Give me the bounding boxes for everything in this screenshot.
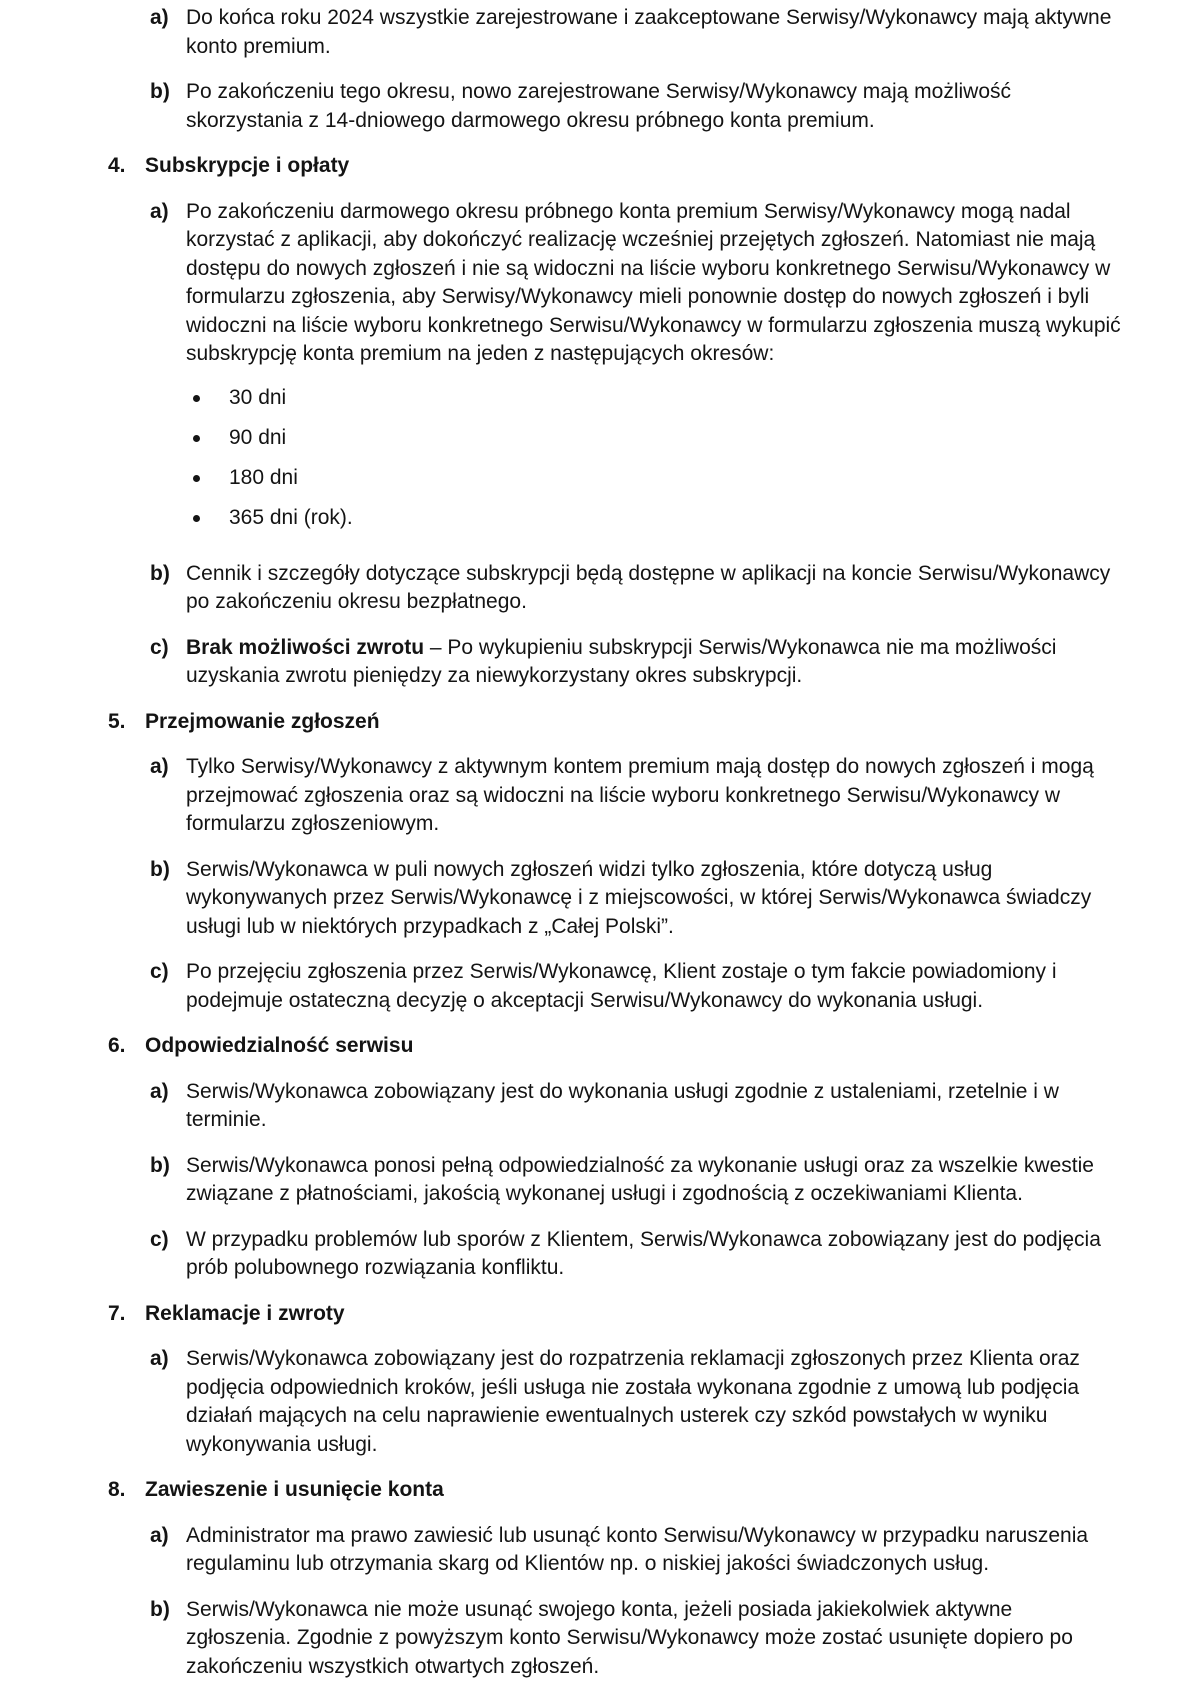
bullet-item (0, 384, 1191, 412)
section-number: 4. (108, 154, 126, 177)
item-text: Po przejęciu zgłoszenia przez Serwis/Wykonawcę, Klient zostaje o tym fakcie powiadomiony i podejmuje ostateczną decyzję o akceptacji Serwisu/Wykonawcy do wykonania usługi. (186, 960, 1057, 1012)
bullet-dot-icon (193, 475, 200, 482)
list-item-disputes (0, 1226, 1191, 1283)
list-item-full-liability (0, 1152, 1191, 1209)
list-item-account-deletion (0, 1596, 1191, 1682)
item-letter: c) (150, 960, 169, 983)
item-letter: c) (150, 1227, 169, 1251)
item-letter: a) (150, 1079, 169, 1103)
item-letter: c) (150, 635, 169, 659)
item-text: Serwis/Wykonawca nie może usunąć swojego konta, jeżeli posiada jakiekolwiek aktywne zgłoszenia. Zgodnie z powyższym konto Serwisu/Wykonawcy może zostać usunięte dopiero po zakończeniu wszystkich otwartych zgłoszeń. (186, 1597, 1073, 1678)
item-text: Cennik i szczegóły dotyczące subskrypcji będą dostępne w aplikacji na koncie Serwisu/Wykonawcy po zakończeniu okresu bezpłatnego. (186, 561, 1111, 613)
section-number: 7. (108, 1301, 126, 1325)
item-text: Do końca roku 2024 wszystkie zarejestrowane i zaakceptowane Serwisy/Wykonawcy mają aktywne konto premium. (186, 6, 1112, 58)
section-title: Subskrypcje i opłaty (145, 154, 350, 177)
list-item-perform-service (0, 1078, 1191, 1135)
item-letter: a) (150, 1347, 169, 1370)
item-letter: b) (150, 80, 170, 103)
item-text: W przypadku problemów lub sporów z Klientem, Serwis/Wykonawca zobowiązany jest do podjęcia prób polubownego rozwiązania konfliktu. (186, 1227, 1101, 1279)
item-letter: a) (150, 199, 169, 223)
item-text: Serwis/Wykonawca w puli nowych zgłoszeń widzi tylko zgłoszenia, które dotyczą usług wykonywanych przez Serwis/Wykonawcę i z miejscowości, w której Serwis/Wykonawca świadczy usługi lub w niektórych przypadkach z „Całej Polski”. (186, 857, 1092, 938)
item-letter: b) (150, 857, 170, 881)
item-text: Serwis/Wykonawca zobowiązany jest do rozpatrzenia reklamacji zgłoszonych przez Klienta oraz podjęcia odpowiednich kroków, jeśli usługa nie została wykonana zgodnie z umową lub podjęcia działań mających na celu naprawienie ewentualnych usterek czy szkód powstałych w wyniku wykonywania usługi. (186, 1347, 1080, 1456)
bullet-dot-icon (193, 435, 200, 442)
list-item-request-pool (0, 856, 1191, 942)
section-number: 5. (108, 709, 126, 733)
section-title: Reklamacje i zwroty (145, 1301, 345, 1325)
section-number: 6. (108, 1034, 126, 1057)
item-text: Po zakończeniu tego okresu, nowo zarejestrowane Serwisy/Wykonawcy mają możliwość skorzystania z 14-dniowego darmowego okresu próbnego konta premium. (186, 80, 1011, 132)
item-letter: a) (150, 6, 169, 29)
item-letter: b) (150, 1597, 170, 1621)
section-heading-subscriptions (0, 152, 1191, 181)
item-text: Tylko Serwisy/Wykonawcy z aktywnym kontem premium mają dostęp do nowych zgłoszeń i mogą przejmować zgłoszenia oraz są widoczni na liście wyboru konkretnego Serwisu/Wykonawcy w formularzu zgłoszeniowym. (186, 755, 1094, 835)
item-text: Po zakończeniu darmowego okresu próbnego konta premium Serwisy/Wykonawcy mogą nadal korzystać z aplikacji, aby dokończyć realizację wcześniej przejętych zgłoszeń. Natomiast nie mają dostępu do nowych zgłoszeń i nie są widoczni na liście wyboru konkretnego Serwisu/Wykonawcy w formularzu zgłoszenia, aby Serwisy/Wykonawcy mieli ponownie dostęp do nowych zgłoszeń i byli widoczni na liście wyboru konkretnego Serwisu/Wykonawcy w formularzu zgłoszenia muszą wykupić subskrypcję konta premium na jeden z następujących okresów: (186, 199, 1121, 365)
subscription-periods-list (0, 384, 1191, 532)
list-item-premium-until-2024 (0, 4, 1191, 61)
item-text: Serwis/Wykonawca ponosi pełną odpowiedzialność za wykonanie usługi oraz za wszelkie kwestie związane z płatnościami, jakością wykonanej usługi i zgodnością z oczekiwaniami Klienta. (186, 1153, 1094, 1205)
item-letter: a) (150, 1523, 169, 1547)
section-title: Zawieszenie i usunięcie konta (145, 1478, 444, 1501)
bullet-text: 90 dni (229, 425, 287, 449)
item-text: – Po wykupieniu subskrypcji Serwis/Wykonawca nie ma możliwości uzyskania zwrotu pieniędzy za niewykorzystany okres subskrypcji. (186, 635, 1057, 687)
section-number: 8. (108, 1478, 126, 1501)
item-text: Serwis/Wykonawca zobowiązany jest do wykonania usługi zgodnie z ustaleniami, rzetelnie i w terminie. (186, 1079, 1059, 1131)
section-heading-taking-requests (0, 708, 1191, 737)
document-page (0, 4, 1191, 1698)
list-item-complaint-handling (0, 1345, 1191, 1459)
bullet-text: 180 dni (229, 465, 298, 489)
item-letter: a) (150, 755, 169, 778)
section-title: Przejmowanie zgłoszeń (145, 709, 380, 733)
list-item-premium-access (0, 753, 1191, 839)
item-letter: b) (150, 561, 170, 585)
section-title: Odpowiedzialność serwisu (145, 1034, 414, 1057)
item-letter: b) (150, 1153, 170, 1177)
list-item-trial-period (0, 78, 1191, 135)
item-text: Administrator ma prawo zawiesić lub usunąć konto Serwisu/Wykonawcy w przypadku naruszenia regulaminu lub otrzymania skarg od Klientów np. o niskiej jakości świadczonych usług. (186, 1523, 1089, 1575)
list-item-client-decision (0, 958, 1191, 1015)
list-item-after-trial (0, 198, 1191, 369)
section-heading-complaints (0, 1300, 1191, 1329)
bullet-text: 30 dni (229, 385, 287, 409)
list-item-pricing (0, 560, 1191, 617)
section-heading-responsibility (0, 1032, 1191, 1061)
bullet-item (0, 424, 1191, 452)
bullet-dot-icon (193, 395, 200, 402)
bullet-item (0, 504, 1191, 532)
list-item-no-refund (0, 634, 1191, 691)
bullet-dot-icon (193, 515, 200, 522)
list-item-admin-rights (0, 1522, 1191, 1579)
bullet-item (0, 464, 1191, 492)
bullet-text: 365 dni (rok). (229, 505, 353, 529)
section-heading-account-suspension (0, 1476, 1191, 1505)
item-bold-lead: Brak możliwości zwrotu (186, 635, 425, 659)
